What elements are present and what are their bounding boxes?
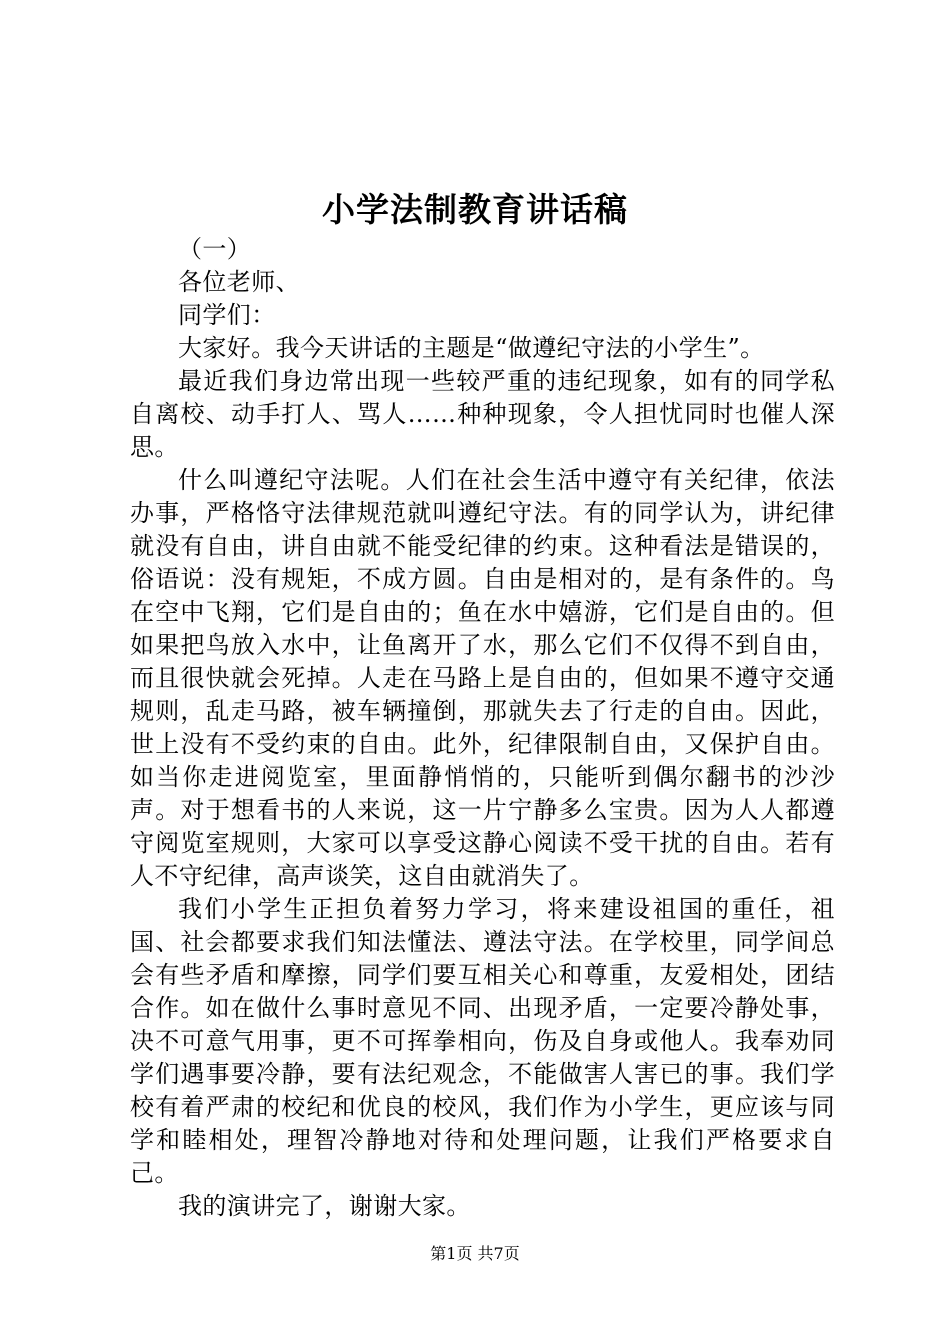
paragraph-section-number: （一） xyxy=(178,235,252,263)
paragraph-what-is-law-abiding: 什么叫遵纪守法呢。人们在社会生活中遵守有关纪律，依法办事，严格恪守法律规范就叫遵纪守法。有的同学认为，讲纪律就没有自由，讲自由就不能受纪律的约束。这种看法是错误的，俗语说：没有规矩，不成方圆。自由是相对的，是有条件的。鸟在空中飞翔，它们是自由的；鱼在水中嬉游，它们是自由的。但如果把鸟放入水中，让鱼离开了水，那么它们不仅得不到自由，而且很快就会死掉。人走在马路上是自由的，但如果不遵守交通规则，乱走马路，被车辆撞倒，那就失去了行走的自由。因此，世上没有不受约束的自由。此外，纪律限制自由，又保护自由。如当你走进阅览室，里面静悄悄的，只能听到偶尔翻书的沙沙声。对于想看书的人来说，这一片宁静多么宝贵。因为人人都遵守阅览室规则，大家可以享受这静心阅读不受干扰的自由。若有人不守纪律，高声谈笑，这自由就消失了。 xyxy=(130,466,835,890)
paragraph-salutation-students: 同学们： xyxy=(178,301,276,329)
document-body xyxy=(130,233,835,1223)
page-number-footer: 第1页 共7页 xyxy=(430,1244,520,1263)
paragraph-closing: 我的演讲完了，谢谢大家。 xyxy=(178,1192,471,1220)
paragraph-student-responsibility: 我们小学生正担负着努力学习，将来建设祖国的重任，祖国、社会都要求我们知法懂法、遵法守法。在学校里，同学间总会有些矛盾和摩擦，同学们要互相关心和尊重，友爱相处，团结合作。如在做什么事时意见不同、出现矛盾，一定要冷静处事，决不可意气用事，更不可挥拳相向，伤及自身或他人。我奉劝同学们遇事要冷静，要有法纪观念，不能做害人害已的事。我们学校有着严肃的校纪和优良的校风，我们作为小学生，更应该与同学和睦相处，理智冷静地对待和处理问题，让我们严格要求自己。 xyxy=(130,895,835,1187)
paragraph-greeting: 大家好。我今天讲话的主题是“做遵纪守法的小学生”。 xyxy=(178,334,765,362)
paragraph-recent-incidents: 最近我们身边常出现一些较严重的违纪现象，如有的同学私自离校、动手打人、骂人……种种现象，令人担忧同时也催人深思。 xyxy=(130,367,835,461)
document-title: 小学法制教育讲话稿 xyxy=(322,190,628,229)
paragraph-salutation-teachers: 各位老师、 xyxy=(178,268,300,296)
